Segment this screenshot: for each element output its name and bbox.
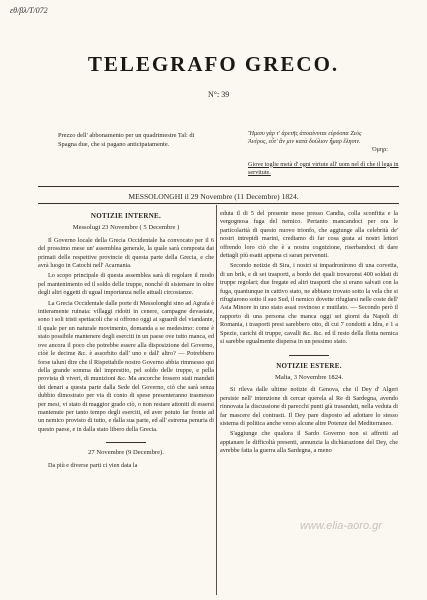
issue-number: N°: 39: [208, 90, 230, 99]
dateline-foreign: Malta, 3 Novembre 1824.: [275, 373, 343, 381]
paragraph: Si rileva dalle ultime notizie di Genova, che il Dey d' Algeri persiste nell' intenzione di cercar querela al Re di Sardegna, avendo rinnovata la discussione di parecchi punti già trasandati, nella veduta di far mascere del contrasti. Il Dey pare disposto ad adottare lo stesso sistema di politica anche verso alcune altre Potenze del Mediterraneo.: [220, 386, 398, 427]
section-divider: [106, 442, 146, 443]
watermark: www.elia-aoro.gr: [300, 520, 382, 532]
column-divider: [216, 205, 217, 595]
section-divider: [289, 355, 329, 356]
paragraph: Secondo notizie di Sira, i nostri si impadronirono di una corvetta, di un brik, e di sei trasporti, a bordo dei quali trovaronsi 400 soldati di truppe regolari; due fregate ed altri trasporti che si erano salvati con la fuga, quantunque in cattivo stato, ne abbiano trovato sotto la vela che si rifugiarono sotto il suo Sud, il nemico dovette rifugiarsi nelle coste dell' Asia Minore in uno stato assai rovinoso e mutilato. — Secondo però il rapporto di una persona che manca oggi sei giorni da Napoli di Romania, i trasporti presi sarebbero otto, di cui 7 condotti a Idra, e 1 a Spezie, carichi di truppe, cavalli &c. &c. ed il resto della flotta nemica si sarebbe egualmente dispersa in un pessimo stato.: [220, 262, 398, 346]
dateline: MESSOLONGHI il 29 Novembre (11 Decembre) 1824.: [128, 192, 299, 201]
paragraph: Il Governo locale della Grecia Occidentale ha convocato per il 6 del prossimo mese un' assemblea generale, la quale sarà composta dai primati delle respettive provincie di questa parte della Grecia, e che avrà luogo in Catochi nell' Acarnania.: [38, 236, 214, 270]
paragraph: La Grecia Occidentale dalle porte di Messolonghi sino ad Agrafa è intieramente ruinata: villaggi ridotti in cenere, campagne devastate, sono i soli tristi spettacoli che si offrono oggi ai sguardi del viandante, il quale per un naturale movimento, domanda a se medesimo: come è stato possibile mantenere degli eserciti in un paese ove tutto manca, ed ove ancora il poco che potrebbe essere alla disposizione del Governo, ciòè le decime &c. è assorbito dall' uno e dall' altro? — Potrebbero forse taluni dire che il Rispettabile nostro Governo abbia rimmesso qui della grande somma del imprestito, pel soldo delle truppe, e pella provista di viveri, di munizioni &c. Ma ancorche fossero stati mandati dei denari a questa parte dalla Sede del Governo, ciò che sarà senza dubbio dimostrato per via di conto di spese presenteranno trasmesso per mesi, vi stato di maggior grado ciò, o non restare attoniti di essersi mantenute per tanto tempo degli eserciti, ed aver potuto far fronte ad un nemico provisto di tutto, e dalla sua parte, ed all' estrema penuria di questo paese, e in dalla stato libero della Grecia.: [38, 299, 214, 433]
epigraph-italian: Giove toglie metà d' ogni virtute all' uom nel dì che il lega in servitute.: [248, 160, 399, 176]
masthead-title: TELEGRAFO GRECO.: [87, 52, 340, 76]
epigraph-greek-line-2: Ἀνέρος, εὖτ' ἄν μιν κατὰ δούλιον ἦμαρ ἕλησιν.: [248, 138, 361, 146]
heading-internal-news: NOTIZIE INTERNE.: [90, 212, 162, 220]
epigraph-greek-line-1: Ἥμισυ γάρ τ' ἀρετῆς ἀποαίνυται εὐρύοπα Ζεὺς: [248, 130, 362, 137]
dateline-rule: [38, 203, 399, 204]
paragraph: Lo scopo principale di questa assemblea sarà di regolare il modo pel mantenimento ed il soldo delle truppe, nonché di sistemare in oltre degli altri oggetti di ugual importanza nelle attuali circostanze.: [38, 272, 214, 297]
right-column: [220, 210, 398, 458]
dateline-internal: Messolugi 23 Novembre ( 5 Decembre ): [72, 224, 180, 232]
left-column: [38, 210, 214, 472]
paragraph: Da più e diverse parti ci vien data la: [48, 461, 138, 469]
paragraph: S'aggiunge che qualora il Sardo Governo non si affretti ad appianare le difficoltà presenti, annunzia la dichiarazione del Dey, che avrebbe fatta la guerra alla Sardegna, a meno: [220, 430, 398, 455]
heading-foreign-news: NOTIZIE ESTERE.: [276, 361, 342, 370]
epigraph: [248, 130, 408, 177]
paragraph: eduta il di 5 del presente mese presso Candia, colla sconfitta e la vergognosa fuga del nemico. Pertanto mancandoci per ora le particolarità di questo nuovo trionfo, che aggiunge alla celebrità de' nostri intrepidi marini, crediamo di far cosa grata ai nostri lettori offrendo loro ciò che è a nostra cognizione, riserbandoci di dare dettagli più esatti appena ci saran pervenuti.: [220, 210, 398, 260]
dateline-second: 27 Novembre (9 Decembre).: [88, 449, 164, 457]
masthead-rule: [38, 186, 399, 187]
subscription-notice: Prezzo dell' abbonamento per un quadrimestre Tal: di Spagna due, che si pagano anticipatamente.: [58, 132, 195, 148]
manuscript-reference: εθ/βλ/Τ/072: [10, 6, 48, 15]
epigraph-source: Ὁμηρ:: [371, 146, 388, 154]
